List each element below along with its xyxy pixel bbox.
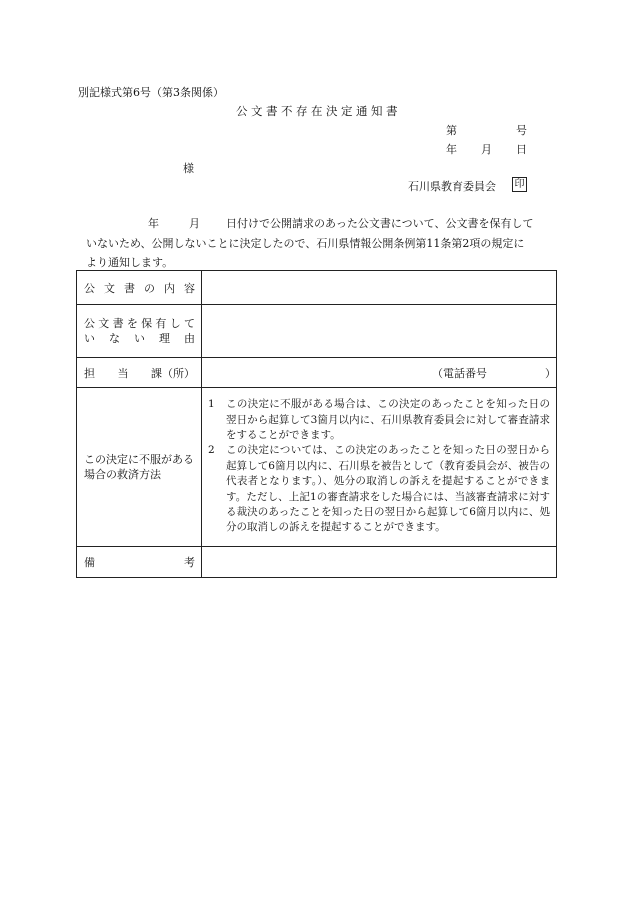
label-remedy-text: この決定に不服がある場合の救済方法 (84, 453, 194, 481)
date-month-label: 月 (481, 143, 492, 156)
row-remedy (77, 388, 557, 547)
issuer-name: 石川県教育委員会 (408, 180, 496, 193)
number-suffix: 号 (516, 124, 527, 137)
document-title: 公文書不存在決定通知書 (236, 104, 401, 118)
phone-close: ） (545, 366, 556, 380)
department-field[interactable] (202, 358, 557, 388)
label-remarks (77, 547, 202, 578)
body-month: 月 (189, 217, 200, 230)
remedy-item-number: 2 (208, 444, 215, 457)
remedy-item-text: この決定については、この決定のあったことを知った日の翌日から起算して6箇月以内に、石川県を被告として（教育委員会が、被告の代表者となります。）、処分の取消しの訴えを提起することができます。ただし、上記1の審査請求をした場合には、当該審査請求に対する裁決のあったことを知った日の翌日から起算して6箇月以内に、処分の取消しの訴えを提起することができます。 (226, 444, 550, 534)
label-reason-text: 公 文 書 を 保 有 し て い な い 理 由 (84, 317, 195, 345)
row-department (77, 358, 557, 388)
notice-line-2: いないため、公開しないことに決定したので、石川県情報公開条例第11条第2項の規定に (86, 236, 525, 250)
form-number: 別記様式第6号（第3条関係） (78, 86, 224, 99)
notice-body (80, 214, 560, 273)
label-department (77, 358, 202, 388)
reason-field[interactable] (202, 305, 557, 358)
content-field[interactable] (202, 271, 557, 305)
remarks-field[interactable] (202, 547, 557, 578)
remedy-item (208, 443, 550, 535)
addressee-suffix: 様 (183, 162, 194, 175)
remedy-item (208, 397, 550, 443)
seal-mark: 印 (512, 177, 527, 192)
row-remarks (77, 547, 557, 578)
label-remarks-text: 備 考 (84, 556, 195, 569)
notice-line-1 (80, 214, 560, 234)
remedy-content (202, 388, 557, 547)
remedy-item-number: 1 (208, 398, 215, 411)
label-remedy (77, 388, 202, 547)
number-label: 第 (446, 124, 457, 137)
row-reason (77, 305, 557, 358)
body-line1-tail: 日付けで公開請求のあった公文書について、公文書を保有して (226, 217, 534, 230)
body-year: 年 (148, 217, 159, 230)
label-content-text: 公 文 書 の 内 容 (84, 281, 195, 295)
form-table (76, 270, 557, 578)
notice-line-3: より通知します。 (86, 256, 174, 269)
remedy-item-text: この決定に不服がある場合は、この決定のあったことを知った日の翌日から起算して3箇月以内に、石川県教育委員会に対して審査請求をすることができます。 (226, 398, 550, 441)
phone-label: （電話番号 (432, 366, 487, 380)
label-content (77, 271, 202, 305)
date-day-label: 日 (516, 143, 527, 156)
date-year-label: 年 (446, 143, 457, 156)
label-department-text: 担 当 課（所） (84, 366, 195, 380)
row-content (77, 271, 557, 305)
label-reason (77, 305, 202, 358)
